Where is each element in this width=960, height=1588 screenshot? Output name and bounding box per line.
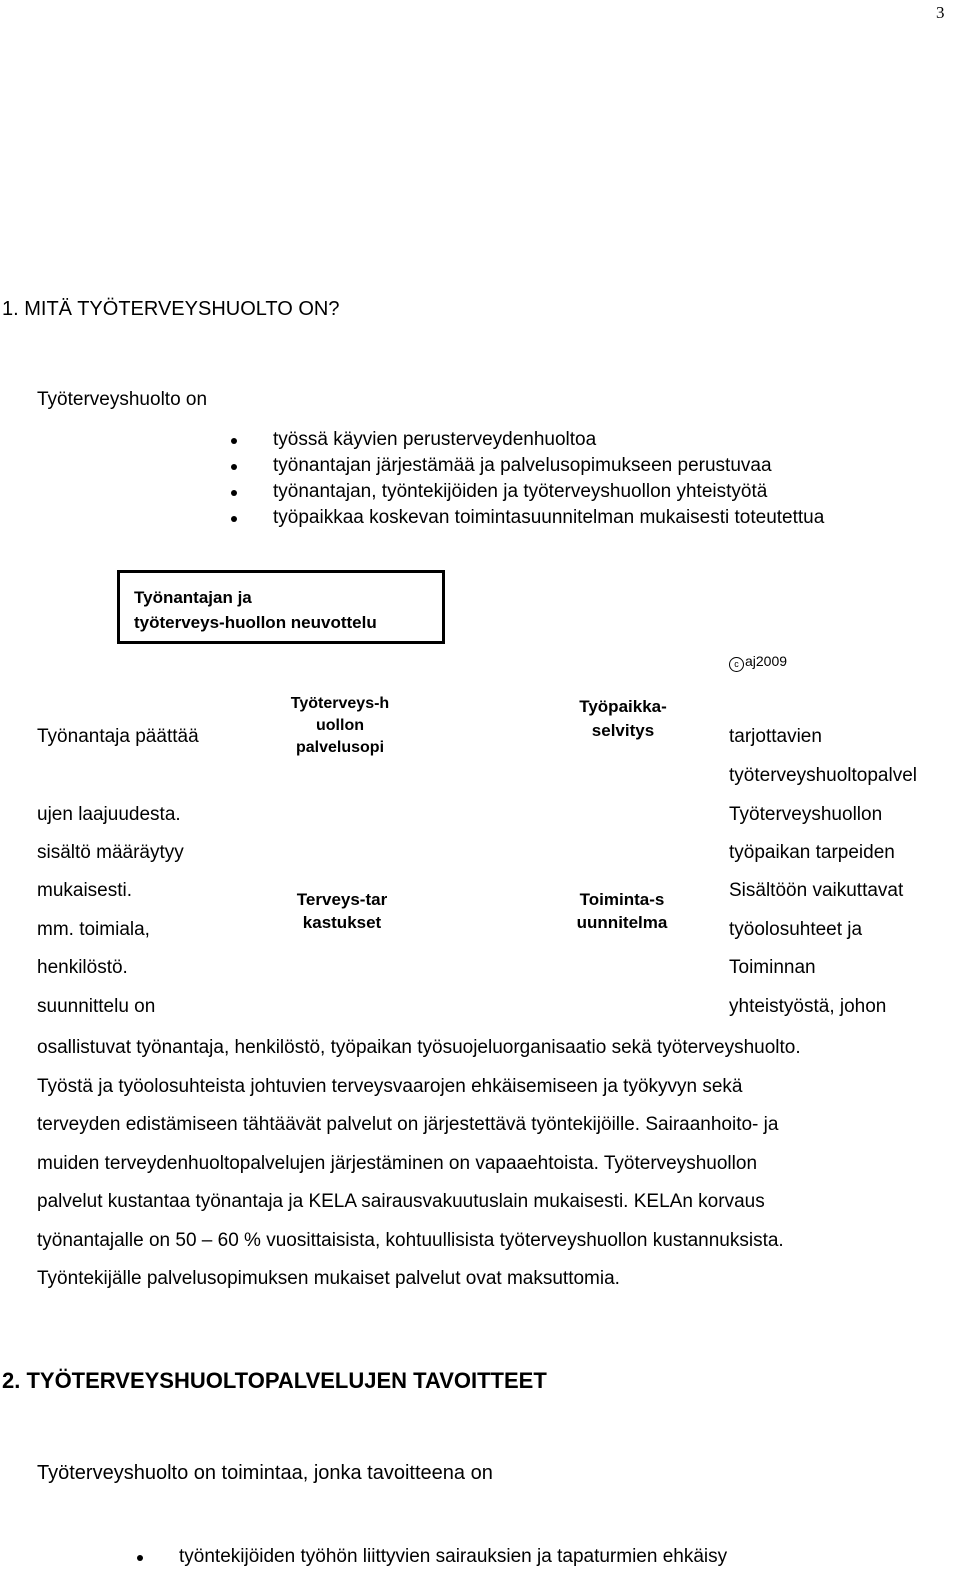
left-text-line: Työnantaja päättää [37,726,199,747]
right-text-line: Sisältöön vaikuttavat [729,880,904,901]
right-text-line: yhteistyöstä, johon [729,996,887,1017]
bullet-icon [231,438,237,444]
copyright-note [729,651,787,672]
paragraph-line: palvelut kustantaa työnantaja ja KELA sairausvakuutuslain mukaisesti. KELAn korvaus [37,1191,765,1212]
list-item-text: työntekijöiden työhön liittyvien sairauksien ja tapaturmien ehkäisy [179,1546,728,1567]
section-1-heading: 1. MITÄ TYÖTERVEYSHUOLTO ON? [2,298,340,320]
node-line: uunnitelma [576,913,668,932]
node-line: Toiminta-s [579,890,665,909]
node-health-checks [267,888,417,934]
node-line: uollon [316,717,364,734]
left-text-line: suunnittelu on [37,996,156,1017]
paragraph-line: muiden terveydenhuoltopalvelujen järjestäminen on vapaaehtoista. Työterveyshuollon [37,1152,758,1174]
right-text-line: työolosuhteet ja [729,919,863,940]
node-line: Työterveys-h [290,695,390,712]
page-number: 3 [936,3,945,22]
negotiation-box-line-1: Työnantajan ja [134,588,252,607]
left-text-line: henkilöstö. [37,957,128,978]
node-line: selvitys [591,721,655,740]
paragraph-line: terveyden edistämiseen tähtäävät palvelut on järjestettävä työntekijöille. Sairaanhoito- ja [37,1114,779,1135]
node-line: kastukset [302,913,382,932]
list-item-text: työssä käyvien perusterveydenhuoltoa [273,429,597,450]
section-1-intro: Työterveyshuolto on [37,389,208,410]
section-2-intro: Työterveyshuolto on toimintaa, jonka tavoitteena on [37,1462,493,1484]
list-item-text: työnantajan, työntekijöiden ja työterveyshuollon yhteistyötä [273,481,768,502]
right-text-line: työterveyshuoltopalvel [729,765,917,786]
copyright-text: aj2009 [745,653,788,669]
right-text-line: Toiminnan [729,957,816,978]
paragraph-line: Työntekijälle palvelusopimuksen mukaiset palvelut ovat maksuttomia. [37,1268,620,1289]
right-text-line: tarjottavien [729,726,822,747]
body-paragraph [37,1029,937,1299]
paragraph-line: osallistuvat työnantaja, henkilöstö, työpaikan työsuojeluorganisaatio sekä työterveyshuolto. [37,1037,801,1058]
right-text-line: Työterveyshuollon [729,804,883,825]
negotiation-box-label [134,585,377,635]
paragraph-line: työnantajalle on 50 – 60 % vuosittaisista, kohtuullisista työterveyshuollon kustannuksista. [37,1229,784,1251]
bullet-icon [137,1555,143,1561]
bullet-icon [231,516,237,522]
node-line: Terveys-tar [296,890,388,909]
left-text-line: sisältö määräytyy [37,842,184,863]
node-line: Työpaikka- [579,697,667,716]
copyright-icon: c [729,657,744,672]
node-action-plan [547,888,697,934]
list-item-text: työpaikkaa koskevan toimintasuunnitelman mukaisesti toteutettua [273,507,825,528]
node-line: palvelusopi [295,739,385,756]
bullet-icon [231,464,237,470]
negotiation-box [117,570,445,644]
list-item-text: työnantajan järjestämää ja palvelusopimukseen perustuvaa [273,455,772,476]
node-service-agreement [270,693,410,759]
paragraph-line: Työstä ja työolosuhteista johtuvien terveysvaarojen ehkäisemiseen ja työkyvyn sekä [37,1075,743,1097]
bullet-icon [231,490,237,496]
right-text-line: työpaikan tarpeiden [729,842,895,863]
section-2-heading: 2. TYÖTERVEYSHUOLTOPALVELUJEN TAVOITTEET [2,1368,547,1393]
left-text-line: ujen laajuudesta. [37,804,181,825]
left-text-line: mm. toimiala, [37,919,150,940]
negotiation-box-line-2: työterveys-huollon neuvottelu [134,613,377,632]
node-workplace-survey [553,695,693,743]
left-text-line: mukaisesti. [37,880,133,901]
